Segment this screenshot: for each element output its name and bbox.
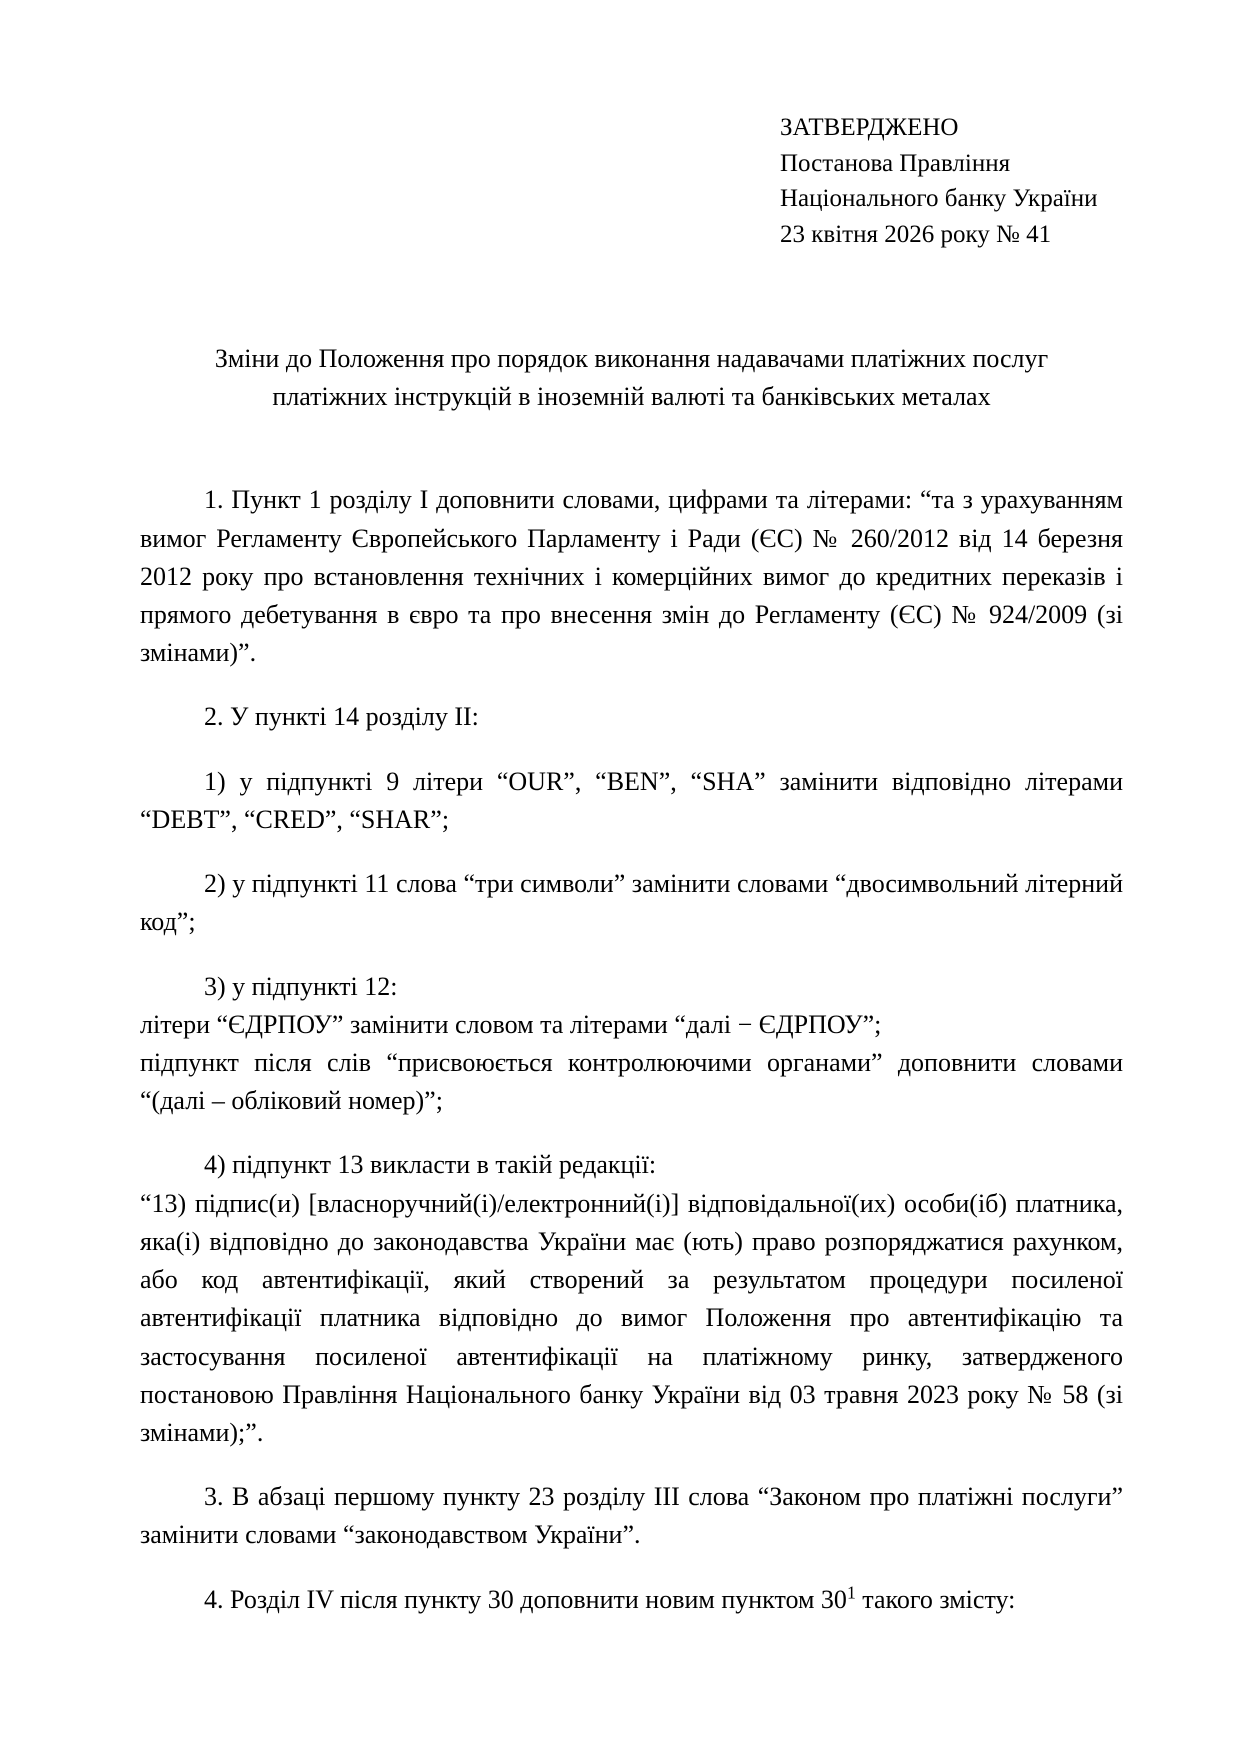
page-title	[140, 340, 1123, 415]
paragraph-2-sub-3: 3) у підпункті 12:	[204, 971, 398, 1001]
paragraph-4-suffix: такого змісту:	[855, 1584, 1016, 1614]
paragraph-2-sub-3-a: літери “ЄДРПОУ” замінити словом та літерами “далі − ЄДРПОУ”;	[140, 1009, 882, 1039]
paragraph-2-sub-4-quote: “13) підпис(и) [власноручний(і)/електронний(і)] відповідальної(их) особи(іб) платника, яка(і) відповідно до законодавства України має (ють) право розпоряджатися рахунком, або код автентифікації, який створений за результатом процедури посиленої автентифікації платника відповідно до вимог Положення про автентифікацію та застосування посиленої автентифікації на платіжному ринку, затвердженого постановою Правління Національного банку України від 03 травня 2023 року № 58 (зі змінами);”.	[140, 1188, 1123, 1447]
paragraph-2: 2. У пункті 14 розділу II:	[204, 702, 479, 732]
approval-block	[780, 110, 1123, 252]
paragraph-2-sub-3-b: підпункт після слів “присвоюється контролюючими органами” доповнити словами “(далі – обліковий номер)”;	[140, 1048, 1123, 1116]
paragraph-1: 1. Пункт 1 розділу I доповнити словами, цифрами та літерами: “та з урахуванням вимог Регламенту Європейського Парламенту і Ради (ЄС) № 260/2012 від 14 березня 2012 року про встановлення технічних і комерційних вимог до кредитних переказів і прямого дебетування в євро та про внесення змін до Регламенту (ЄС) № 924/2009 (зі змінами)”.	[140, 485, 1123, 668]
paragraph-2-sub-4: 4) підпункт 13 викласти в такій редакції:	[204, 1150, 657, 1180]
paragraph-3: 3. В абзаці першому пункту 23 розділу III слова “Законом про платіжні послуги” замінити словами “законодавством України”.	[140, 1482, 1123, 1550]
paragraph-2-sub-2: 2) у підпункті 11 слова “три символи” замінити словами “двосимвольний літерний код”;	[140, 869, 1123, 937]
approval-line-1: ЗАТВЕРДЖЕНО	[780, 114, 959, 141]
paragraph-4	[140, 1581, 1123, 1619]
paragraph-2-sub-1: 1) у підпункті 9 літери “OUR”, “BEN”, “SHA” замінити відповідно літерами “DEBT”, “CRED”, “SHAR”;	[140, 766, 1123, 834]
approval-line-4: 23 квітня 2026 року № 41	[780, 220, 1052, 248]
paragraph-4-superscript: 1	[846, 1581, 856, 1602]
approval-line-2: Постанова Правління	[780, 149, 1011, 177]
document-body	[140, 481, 1123, 1618]
page-title-line-1: Зміни до Положення про порядок виконання надавачами платіжних послуг	[214, 344, 1049, 373]
paragraph-4-prefix: 4. Розділ IV після пункту 30 доповнити новим пунктом 30	[204, 1584, 847, 1614]
approval-line-3: Національного банку України	[780, 185, 1098, 212]
page-title-line-2: платіжних інструкцій в іноземній валюті та банківських металах	[272, 381, 991, 411]
